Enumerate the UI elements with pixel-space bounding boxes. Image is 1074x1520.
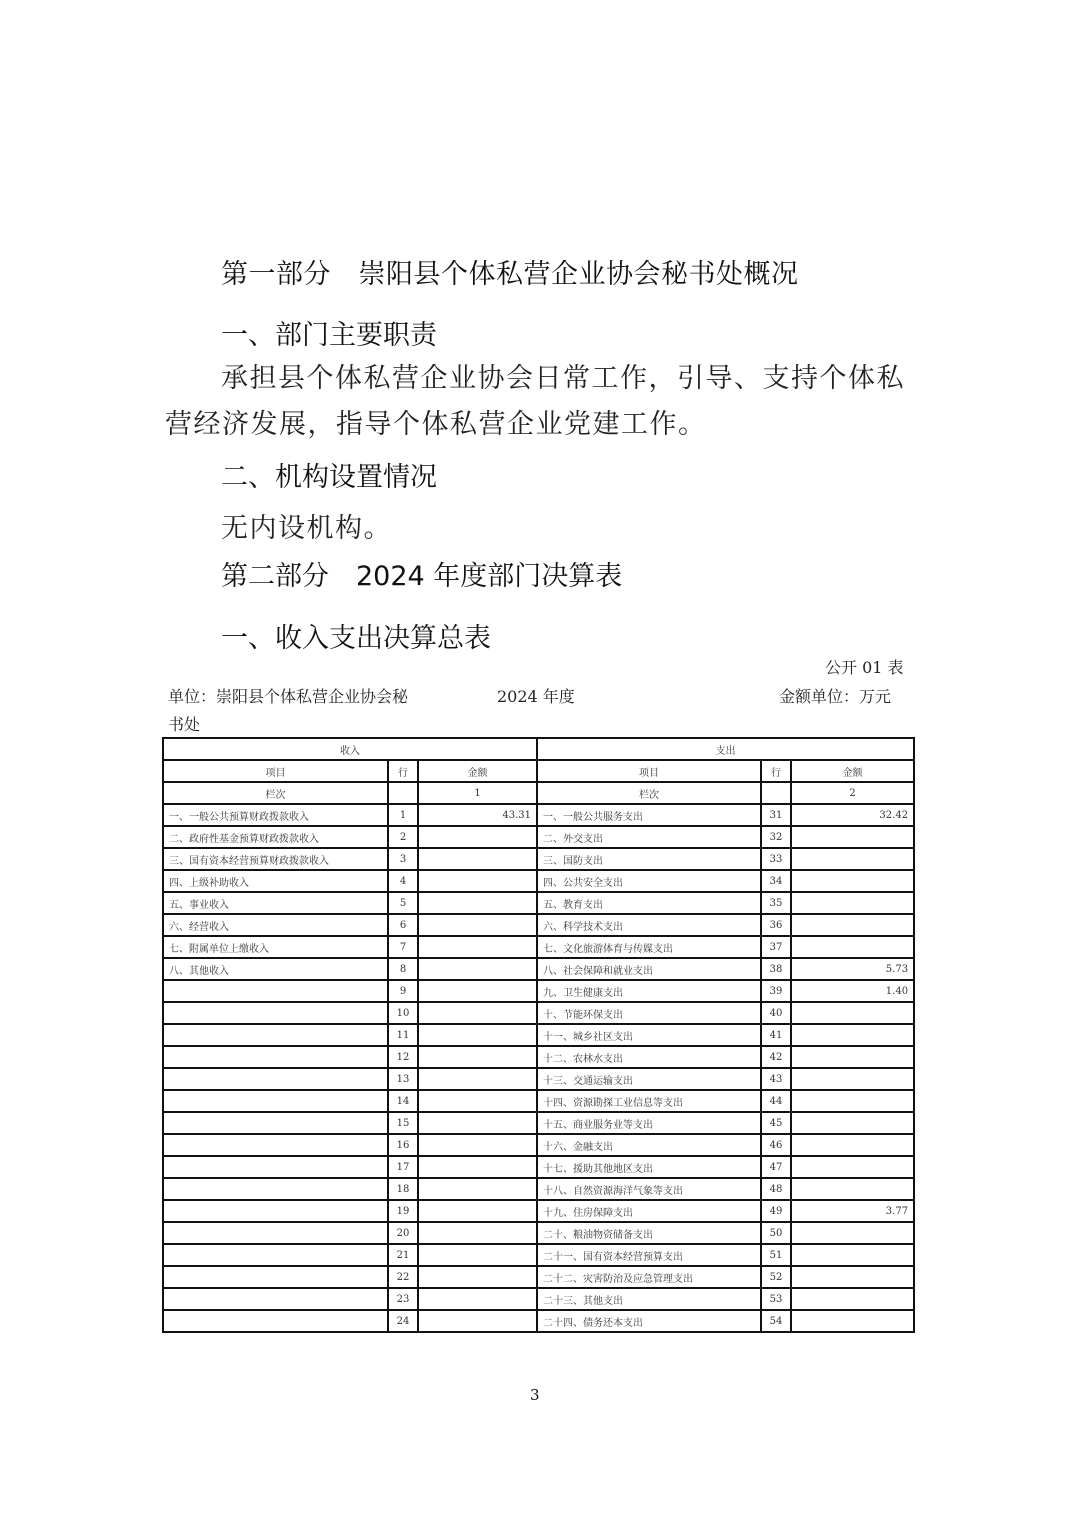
- table-row: [163, 1178, 914, 1200]
- expense-item-header: 项目: [537, 760, 761, 782]
- expense-item: 十二、农林水支出: [537, 1046, 761, 1068]
- table-row: [163, 936, 914, 958]
- expense-row-number: 44: [761, 1090, 791, 1112]
- table-row: [163, 1156, 914, 1178]
- income-item: [163, 1178, 388, 1200]
- income-item: 四、上级补助收入: [163, 870, 388, 892]
- expense-amount: [791, 1090, 914, 1112]
- expense-item: 一、一般公共服务支出: [537, 804, 761, 826]
- income-amount: [418, 1288, 537, 1310]
- table-row: [163, 804, 914, 826]
- table-row: [163, 1222, 914, 1244]
- income-item: [163, 1222, 388, 1244]
- income-amount: [418, 914, 537, 936]
- income-row-number: 24: [388, 1310, 418, 1332]
- expense-amount: [791, 1002, 914, 1024]
- income-item: 三、国有资本经营预算财政拨款收入: [163, 848, 388, 870]
- income-row-number: 6: [388, 914, 418, 936]
- section2-heading: 二、机构设置情况: [221, 462, 437, 493]
- income-amount: [418, 892, 537, 914]
- expense-item: 四、公共安全支出: [537, 870, 761, 892]
- income-amount: [418, 1244, 537, 1266]
- income-row-number: 3: [388, 848, 418, 870]
- unit-label-line1: 单位：崇阳县个体私营企业协会秘: [168, 687, 409, 706]
- income-item: [163, 1002, 388, 1024]
- income-item: [163, 1200, 388, 1222]
- expense-item: 二十三、其他支出: [537, 1288, 761, 1310]
- income-item: [163, 1134, 388, 1156]
- expense-item: 二十四、债务还本支出: [537, 1310, 761, 1332]
- income-row-number: 15: [388, 1112, 418, 1134]
- table-row: [163, 1024, 914, 1046]
- income-row-number: 11: [388, 1024, 418, 1046]
- income-header: 收入: [163, 738, 537, 760]
- expense-row-number: 32: [761, 826, 791, 848]
- income-amount: [418, 1222, 537, 1244]
- income-row-number: 13: [388, 1068, 418, 1090]
- expense-item: 二十、粮油物资储备支出: [537, 1222, 761, 1244]
- income-item: [163, 1156, 388, 1178]
- table-column-header-row: [163, 760, 914, 782]
- expense-row-number: 40: [761, 1002, 791, 1024]
- expense-row-number: 37: [761, 936, 791, 958]
- income-item: 七、附属单位上缴收入: [163, 936, 388, 958]
- income-amount: [418, 1002, 537, 1024]
- expense-item: 七、文化旅游体育与传媒支出: [537, 936, 761, 958]
- income-item: [163, 1024, 388, 1046]
- expense-amount: [791, 1134, 914, 1156]
- income-row-number: 16: [388, 1134, 418, 1156]
- expense-row-number: 50: [761, 1222, 791, 1244]
- expense-item: 十、节能环保支出: [537, 1002, 761, 1024]
- expense-item: 八、社会保障和就业支出: [537, 958, 761, 980]
- table-section-header-row: [163, 738, 914, 760]
- income-row-number: 1: [388, 804, 418, 826]
- income-item: 二、政府性基金预算财政拨款收入: [163, 826, 388, 848]
- page-number: 3: [530, 1386, 540, 1404]
- income-amount: [418, 870, 537, 892]
- expense-item: 十三、交通运输支出: [537, 1068, 761, 1090]
- income-item: 五、事业收入: [163, 892, 388, 914]
- income-item: [163, 1068, 388, 1090]
- expense-amount: [791, 1310, 914, 1332]
- income-row-number: 18: [388, 1178, 418, 1200]
- income-row-number: 21: [388, 1244, 418, 1266]
- income-amount: [418, 1178, 537, 1200]
- income-row-number: 9: [388, 980, 418, 1002]
- expense-item: 二、外交支出: [537, 826, 761, 848]
- expense-index-label: 栏次: [537, 782, 761, 804]
- expense-row-number: 39: [761, 980, 791, 1002]
- expense-amount: [791, 914, 914, 936]
- expense-amount: [791, 1024, 914, 1046]
- form-code: 公开 01 表: [825, 658, 904, 677]
- income-row-number: 4: [388, 870, 418, 892]
- table-row: [163, 1002, 914, 1024]
- income-amount: [418, 1200, 537, 1222]
- income-item: 八、其他收入: [163, 958, 388, 980]
- expense-item: 十八、自然资源海洋气象等支出: [537, 1178, 761, 1200]
- table-row: [163, 914, 914, 936]
- table-row: [163, 1112, 914, 1134]
- expense-amount: [791, 848, 914, 870]
- expense-item: 三、国防支出: [537, 848, 761, 870]
- table-row: [163, 1134, 914, 1156]
- expense-row-number: 42: [761, 1046, 791, 1068]
- expense-item: 二十二、灾害防治及应急管理支出: [537, 1266, 761, 1288]
- income-item: [163, 1244, 388, 1266]
- income-row-number: 10: [388, 1002, 418, 1024]
- income-row-number: 2: [388, 826, 418, 848]
- income-index-label: 栏次: [163, 782, 388, 804]
- expense-row-number: 54: [761, 1310, 791, 1332]
- expense-row-number: 31: [761, 804, 791, 826]
- expense-header: 支出: [537, 738, 914, 760]
- income-item: [163, 1266, 388, 1288]
- table-row: [163, 1090, 914, 1112]
- expense-item: 十一、城乡社区支出: [537, 1024, 761, 1046]
- table-row: [163, 1200, 914, 1222]
- expense-amount: [791, 1266, 914, 1288]
- expense-item: 十九、住房保障支出: [537, 1200, 761, 1222]
- table-row: [163, 1266, 914, 1288]
- expense-row-number: 43: [761, 1068, 791, 1090]
- part2-title: 第二部分 2024 年度部门决算表: [221, 561, 623, 592]
- expense-item: 六、科学技术支出: [537, 914, 761, 936]
- expense-row-number: 52: [761, 1266, 791, 1288]
- section2-text: 无内设机构。: [221, 513, 392, 544]
- expense-amount: [791, 1068, 914, 1090]
- table-row: [163, 826, 914, 848]
- expense-amount: [791, 1178, 914, 1200]
- income-item-header: 项目: [163, 760, 388, 782]
- expense-amount: [791, 1222, 914, 1244]
- section1-text: 承担县个体私营企业协会日常工作，引导、支持个体私营经济发展，指导个体私营企业党建工作。: [165, 363, 905, 440]
- income-row-number: 23: [388, 1288, 418, 1310]
- income-col-index: 1: [418, 782, 537, 804]
- income-row-header: 行: [388, 760, 418, 782]
- table-row: [163, 1288, 914, 1310]
- income-row-number: 5: [388, 892, 418, 914]
- expense-item: 五、教育支出: [537, 892, 761, 914]
- expense-row-number: 35: [761, 892, 791, 914]
- expense-amount: [791, 892, 914, 914]
- expense-row-number: 48: [761, 1178, 791, 1200]
- income-row-number: 22: [388, 1266, 418, 1288]
- part1-title: 第一部分 崇阳县个体私营企业协会秘书处概况: [221, 259, 799, 290]
- income-expense-table: [162, 737, 915, 1333]
- fiscal-year: 2024 年度: [497, 687, 575, 706]
- income-amount: [418, 848, 537, 870]
- expense-row-header: 行: [761, 760, 791, 782]
- income-row-number: 12: [388, 1046, 418, 1068]
- table-row: [163, 1310, 914, 1332]
- income-index-empty: [388, 782, 418, 804]
- income-item: [163, 1310, 388, 1332]
- income-row-number: 7: [388, 936, 418, 958]
- income-amount-header: 金额: [418, 760, 537, 782]
- expense-amount: [791, 870, 914, 892]
- expense-row-number: 49: [761, 1200, 791, 1222]
- expense-amount: 5.73: [791, 958, 914, 980]
- table-row: [163, 1046, 914, 1068]
- table-row: [163, 870, 914, 892]
- expense-amount: [791, 936, 914, 958]
- expense-item: 十七、援助其他地区支出: [537, 1156, 761, 1178]
- income-amount: [418, 1068, 537, 1090]
- income-item: [163, 1288, 388, 1310]
- income-amount: [418, 1024, 537, 1046]
- expense-item: 十五、商业服务业等支出: [537, 1112, 761, 1134]
- expense-amount: [791, 1288, 914, 1310]
- expense-amount: [791, 1156, 914, 1178]
- section1-heading: 一、部门主要职责: [221, 320, 437, 351]
- currency-unit: 金额单位：万元: [779, 687, 892, 706]
- expense-amount: 1.40: [791, 980, 914, 1002]
- unit-label-line2: 书处: [168, 715, 201, 734]
- table-heading: 一、收入支出决算总表: [221, 623, 491, 654]
- income-amount: [418, 1046, 537, 1068]
- expense-amount: 3.77: [791, 1200, 914, 1222]
- table-column-index-row: [163, 782, 914, 804]
- income-amount: [418, 1156, 537, 1178]
- income-item: [163, 1112, 388, 1134]
- expense-item: 二十一、国有资本经营预算支出: [537, 1244, 761, 1266]
- income-item: [163, 1090, 388, 1112]
- income-amount: [418, 826, 537, 848]
- income-row-number: 20: [388, 1222, 418, 1244]
- expense-amount: [791, 1244, 914, 1266]
- expense-amount: [791, 1046, 914, 1068]
- expense-item: 十四、资源勘探工业信息等支出: [537, 1090, 761, 1112]
- expense-amount: [791, 1112, 914, 1134]
- income-amount: [418, 958, 537, 980]
- expense-row-number: 47: [761, 1156, 791, 1178]
- income-amount: [418, 1266, 537, 1288]
- income-row-number: 19: [388, 1200, 418, 1222]
- table-row: [163, 958, 914, 980]
- income-amount: [418, 980, 537, 1002]
- expense-row-number: 36: [761, 914, 791, 936]
- table-row: [163, 1068, 914, 1090]
- income-row-number: 17: [388, 1156, 418, 1178]
- income-item: 六、经营收入: [163, 914, 388, 936]
- expense-row-number: 38: [761, 958, 791, 980]
- expense-item: 九、卫生健康支出: [537, 980, 761, 1002]
- income-item: 一、一般公共预算财政拨款收入: [163, 804, 388, 826]
- income-amount: [418, 1090, 537, 1112]
- expense-row-number: 51: [761, 1244, 791, 1266]
- income-amount: [418, 1112, 537, 1134]
- income-amount: [418, 1134, 537, 1156]
- income-row-number: 14: [388, 1090, 418, 1112]
- income-row-number: 8: [388, 958, 418, 980]
- expense-row-number: 33: [761, 848, 791, 870]
- expense-index-empty: [761, 782, 791, 804]
- expense-amount: 32.42: [791, 804, 914, 826]
- expense-row-number: 41: [761, 1024, 791, 1046]
- expense-row-number: 46: [761, 1134, 791, 1156]
- expense-amount: [791, 826, 914, 848]
- income-amount: 43.31: [418, 804, 537, 826]
- income-amount: [418, 936, 537, 958]
- table-row: [163, 1244, 914, 1266]
- income-amount: [418, 1310, 537, 1332]
- expense-row-number: 34: [761, 870, 791, 892]
- income-item: [163, 1046, 388, 1068]
- income-item: [163, 980, 388, 1002]
- expense-amount-header: 金额: [791, 760, 914, 782]
- expense-col-index: 2: [791, 782, 914, 804]
- table-row: [163, 892, 914, 914]
- table-row: [163, 980, 914, 1002]
- expense-row-number: 53: [761, 1288, 791, 1310]
- expense-item: 十六、金融支出: [537, 1134, 761, 1156]
- expense-row-number: 45: [761, 1112, 791, 1134]
- table-row: [163, 848, 914, 870]
